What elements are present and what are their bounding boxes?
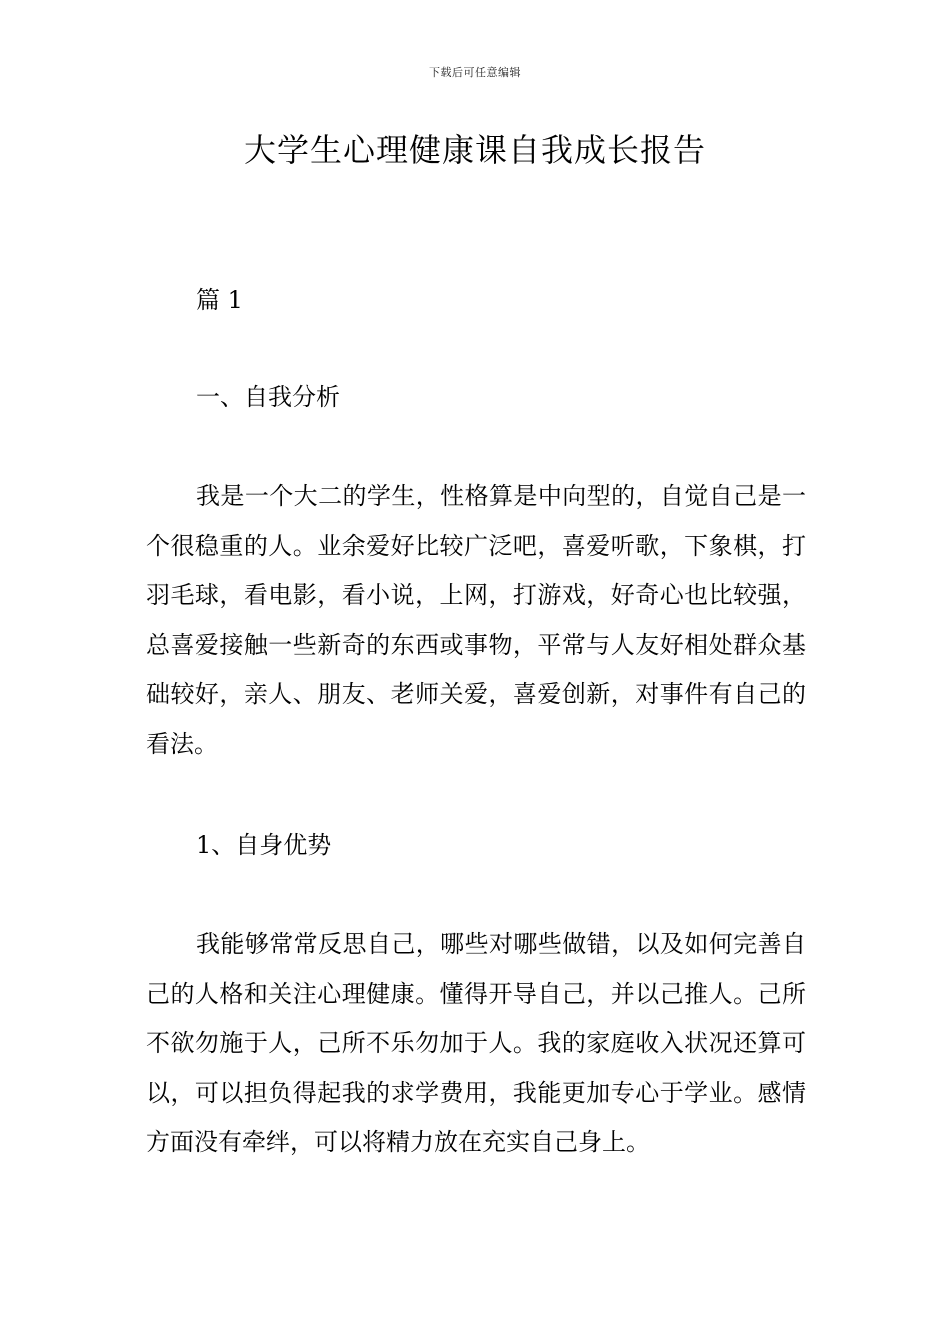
paragraph-self-analysis: 我是一个大二的学生，性格算是中向型的，自觉自己是一个很稳重的人。业余爱好比较广泛吧，喜爱听歌，下象棋，打羽毛球，看电影，看小说，上网，打游戏，好奇心也比较强，总喜爱接触一些新奇的东西或事物，平常与人友好相处群众基础较好，亲人、朋友、老师关爱，喜爱创新，对事件有自己的看法。 xyxy=(146,482,806,758)
document-title: 大学生心理健康课自我成长报告 xyxy=(243,131,706,169)
heading-self-analysis: 一、自我分析 xyxy=(196,383,340,411)
heading-strengths: 1、自身优势 xyxy=(196,831,332,859)
header-note: 下载后可任意编辑 xyxy=(429,66,521,79)
paragraph-strengths: 我能够常常反思自己，哪些对哪些做错，以及如何完善自己的人格和关注心理健康。懂得开导自己，并以己推人。己所不欲勿施于人，己所不乐勿加于人。我的家庭收入状况还算可以，可以担负得起我的求学费用，我能更加专心于学业。感情方面没有牵绊，可以将精力放在充实自己身上。 xyxy=(146,930,806,1156)
section-label: 篇 1 xyxy=(196,286,243,314)
